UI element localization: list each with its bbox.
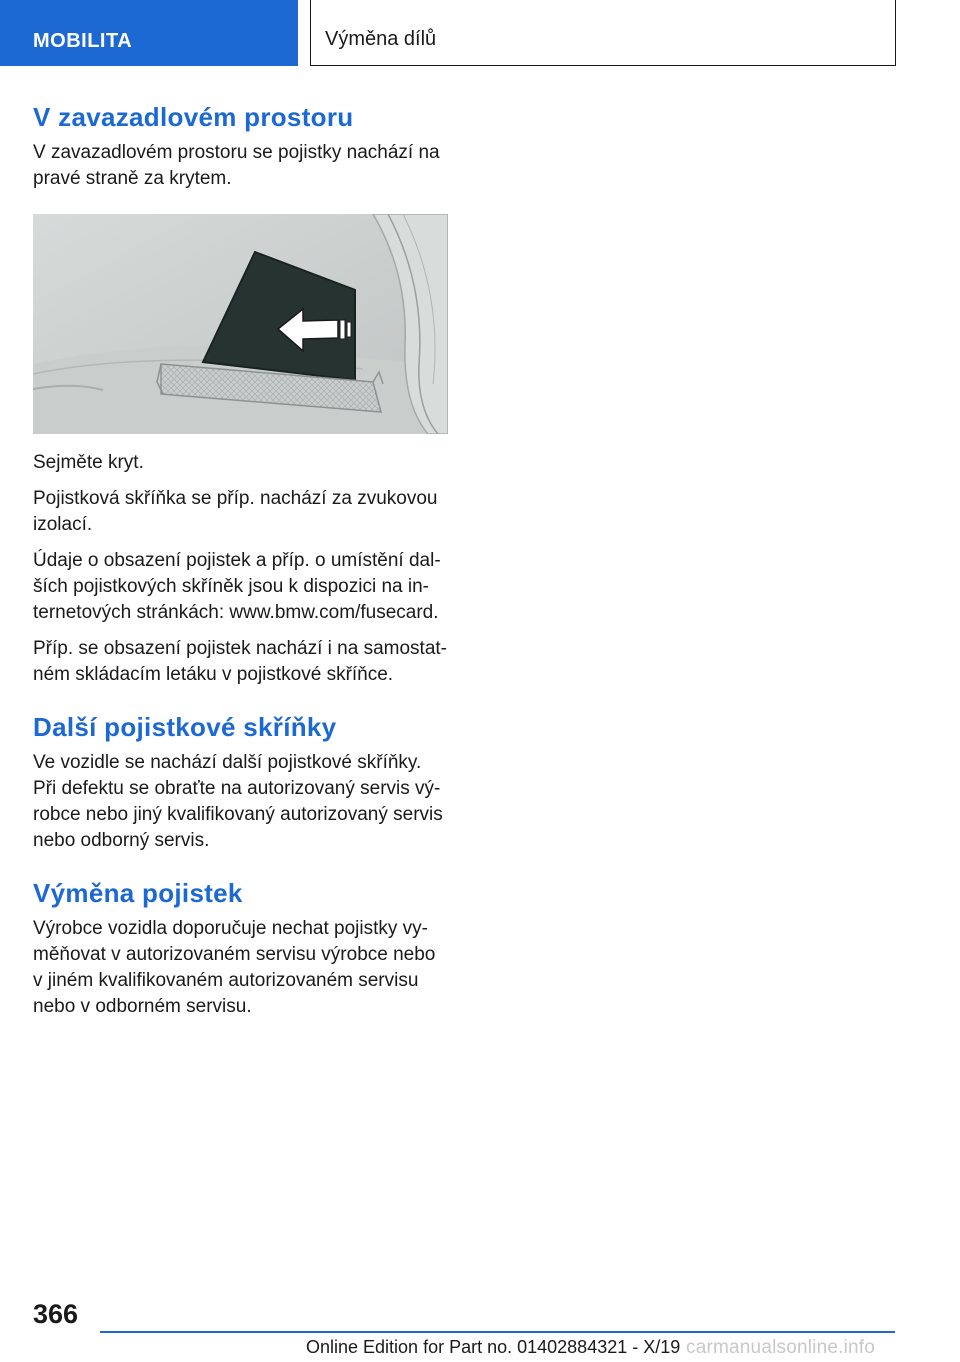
section-label: MOBILITA <box>33 30 133 52</box>
footer-edition-text: Online Edition for Part no. 01402884321 - X/19 <box>306 1337 681 1357</box>
paragraph-insulation: Pojistková skříňka se příp. nachází za zvukovou izolací. <box>33 488 438 535</box>
page-number: 366 <box>33 1299 79 1329</box>
paragraph-replacing-fuses: Výrobce vozidla doporučuje nechat pojistky vy‐měňovat v autorizovaném servisu výrobce nebo v jiném kvalifikovaném autorizovaném servisu nebo v odborném servisu. <box>33 918 436 1017</box>
paragraph-additional-fuse-boxes: Ve vozidle se nachází další pojistkové skříňky. Při defektu se obraťte na autorizovaný servis vý‐robce nebo jiný kvalifikovaný autorizovaný servis nebo odborný servis. <box>33 752 443 851</box>
chapter-title: Výměna dílů <box>325 28 437 50</box>
heading-replacing-fuses: Výměna pojistek <box>33 878 243 908</box>
watermark-text: carmanualsonline.info <box>686 1337 876 1358</box>
instruction-remove-cover: Sejměte kryt. <box>33 452 144 473</box>
heading-trunk: V zavazadlovém prostoru <box>33 102 354 132</box>
paragraph-trunk-location: V zavazadlovém prostoru se pojistky nachází na pravé straně za krytem. <box>33 142 440 189</box>
trunk-fuse-cover-illustration <box>33 214 448 434</box>
chapter-header <box>310 0 896 66</box>
paragraph-fuse-info: Údaje o obsazení pojistek a příp. o umístění dal‐ších pojistkových skříněk jsou k dispozici na in‐ternetových stránkách: www.bmw.com/fusecard. <box>33 550 441 623</box>
paragraph-leaflet: Příp. se obsazení pojistek nachází i na samostat‐ném skládacím letáku v pojistkové skříňce. <box>33 638 447 685</box>
heading-additional-fuse-boxes: Další pojistkové skříňky <box>33 712 337 742</box>
main-content <box>33 100 449 1030</box>
section-tab <box>0 0 298 66</box>
footer-divider <box>100 1331 895 1333</box>
